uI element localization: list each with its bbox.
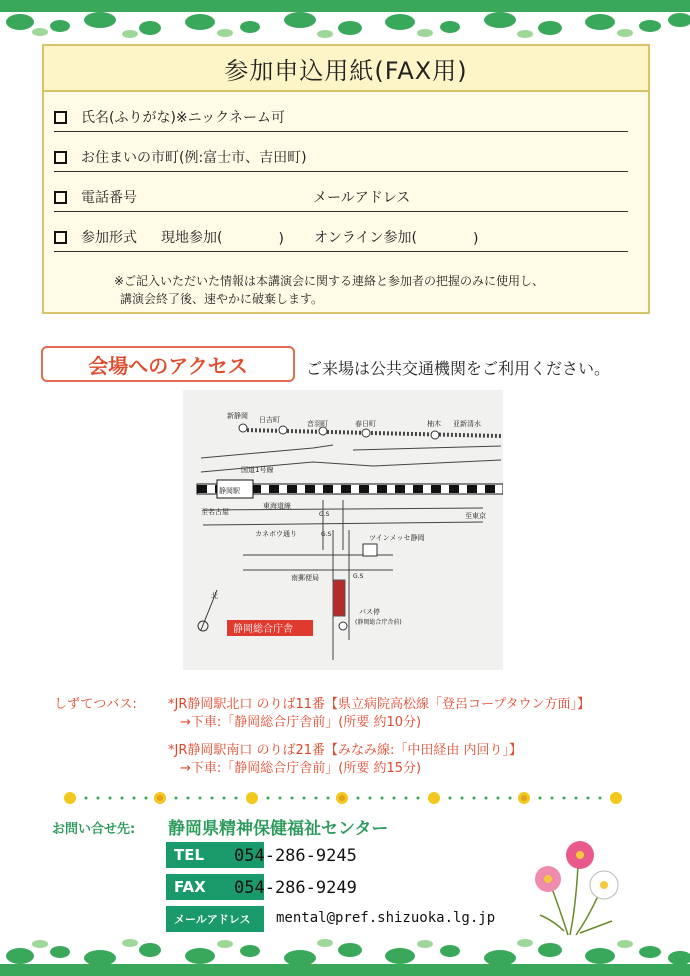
format-online: オンライン参加( — [313, 230, 417, 246]
map-label: カネボウ通り — [255, 530, 297, 538]
map-label: 新静岡 — [227, 412, 248, 420]
flower-pink-left — [535, 866, 561, 892]
access-note: ご来場は公共交通機関をご利用ください。 — [306, 359, 611, 378]
fax-tag: FAX — [166, 874, 264, 900]
format-online-close: ) — [472, 231, 479, 247]
map-label: 音羽町 — [307, 420, 328, 428]
bus-route2-line1: *JR静岡駅南口 のりば21番【みなみ線:「中田経由 内回り」】 — [168, 743, 523, 758]
contact-label: お問い合せ先: — [52, 822, 136, 837]
format-onsite: 現地参加( — [161, 230, 223, 246]
fax-number[interactable]: 054-286-9249 — [234, 878, 357, 898]
mail-address[interactable]: mental@pref.shizuoka.lg.jp — [276, 910, 496, 926]
bus-route2-line2: →下車:「静岡総合庁舎前」(所要 約15分) — [180, 761, 422, 776]
map-label: ツインメッセ静岡 — [369, 534, 425, 542]
contact-row[interactable] — [54, 172, 628, 212]
name-row[interactable] — [54, 92, 628, 132]
station-marker — [319, 427, 327, 435]
map-label: (静岡総合庁舎前) — [355, 619, 402, 626]
form-title: 参加申込用紙(FAX用) — [44, 46, 648, 92]
venue-label: 静岡総合庁舎 — [233, 624, 293, 635]
address-label: お住まいの市町(例:富士市、吉田町) — [81, 150, 307, 166]
map-label: 北 — [211, 592, 218, 600]
cosmos-flower-illustration — [520, 835, 630, 940]
station-marker — [279, 426, 287, 434]
map-label: 亚新清水 — [453, 420, 481, 428]
checkbox-icon[interactable] — [54, 191, 67, 204]
form-note-line1: ※ご記入いただいた情報は本講演会に関する連絡と参加者の把握のみに使用し、 — [114, 274, 545, 288]
access-map — [183, 390, 503, 670]
map-label: 静岡駅 — [219, 487, 240, 495]
access-heading: 会場へのアクセス — [41, 346, 295, 382]
map-label: 日吉町 — [259, 416, 280, 424]
contact-organization: 静岡県精神保健福祉センター — [168, 819, 389, 839]
leaf-border-bottom — [0, 934, 690, 976]
bus-route1-line2: →下車:「静岡総合庁舎前」(所要 約10分) — [180, 715, 422, 730]
map-label: 柚木 — [427, 420, 441, 428]
station-marker — [431, 431, 439, 439]
application-form — [42, 44, 650, 314]
tel-number[interactable]: 054-286-9245 — [234, 846, 357, 866]
checkbox-icon[interactable] — [54, 231, 67, 244]
name-label: 氏名(ふりがな)※ニックネーム可 — [81, 110, 285, 126]
format-onsite-close: ) — [278, 231, 284, 247]
tel-tag: TEL — [166, 842, 264, 868]
email-label: メールアドレス — [313, 190, 411, 206]
bus-route1-line1: *JR静岡駅北口 のりば11番【県立病院高松線「登呂コープタウン方面」】 — [168, 697, 590, 712]
phone-label: 電話番号 — [81, 190, 137, 206]
leaf-border-top — [0, 0, 690, 42]
station-marker — [239, 424, 247, 432]
station-marker — [362, 429, 370, 437]
map-label: 国道1号線 — [241, 466, 274, 474]
map-label: G.S — [319, 511, 330, 518]
checkbox-icon[interactable] — [54, 111, 67, 124]
flower-white-right — [590, 871, 618, 899]
map-label: バス停 — [359, 608, 380, 616]
flower-dot-divider — [60, 785, 630, 811]
map-label: 春日町 — [355, 420, 376, 428]
format-label: 参加形式 — [81, 230, 137, 246]
format-row[interactable] — [54, 212, 628, 252]
map-label: G.S — [353, 573, 364, 580]
map-label: 東海道線 — [263, 502, 291, 510]
address-row[interactable] — [54, 132, 628, 172]
form-note-line2: 講演会終了後、速やかに破棄します。 — [120, 292, 324, 306]
checkbox-icon[interactable] — [54, 151, 67, 164]
map-label: 至名古屋 — [201, 508, 229, 516]
mail-tag: メールアドレス — [166, 906, 264, 932]
form-note — [114, 272, 544, 308]
bus-label: しずてつバス: — [54, 697, 137, 712]
map-label: 至東京 — [465, 512, 486, 520]
map-label: 南郵便局 — [291, 574, 319, 582]
map-label: G.S — [321, 531, 332, 538]
flower-pink-top — [566, 841, 594, 869]
